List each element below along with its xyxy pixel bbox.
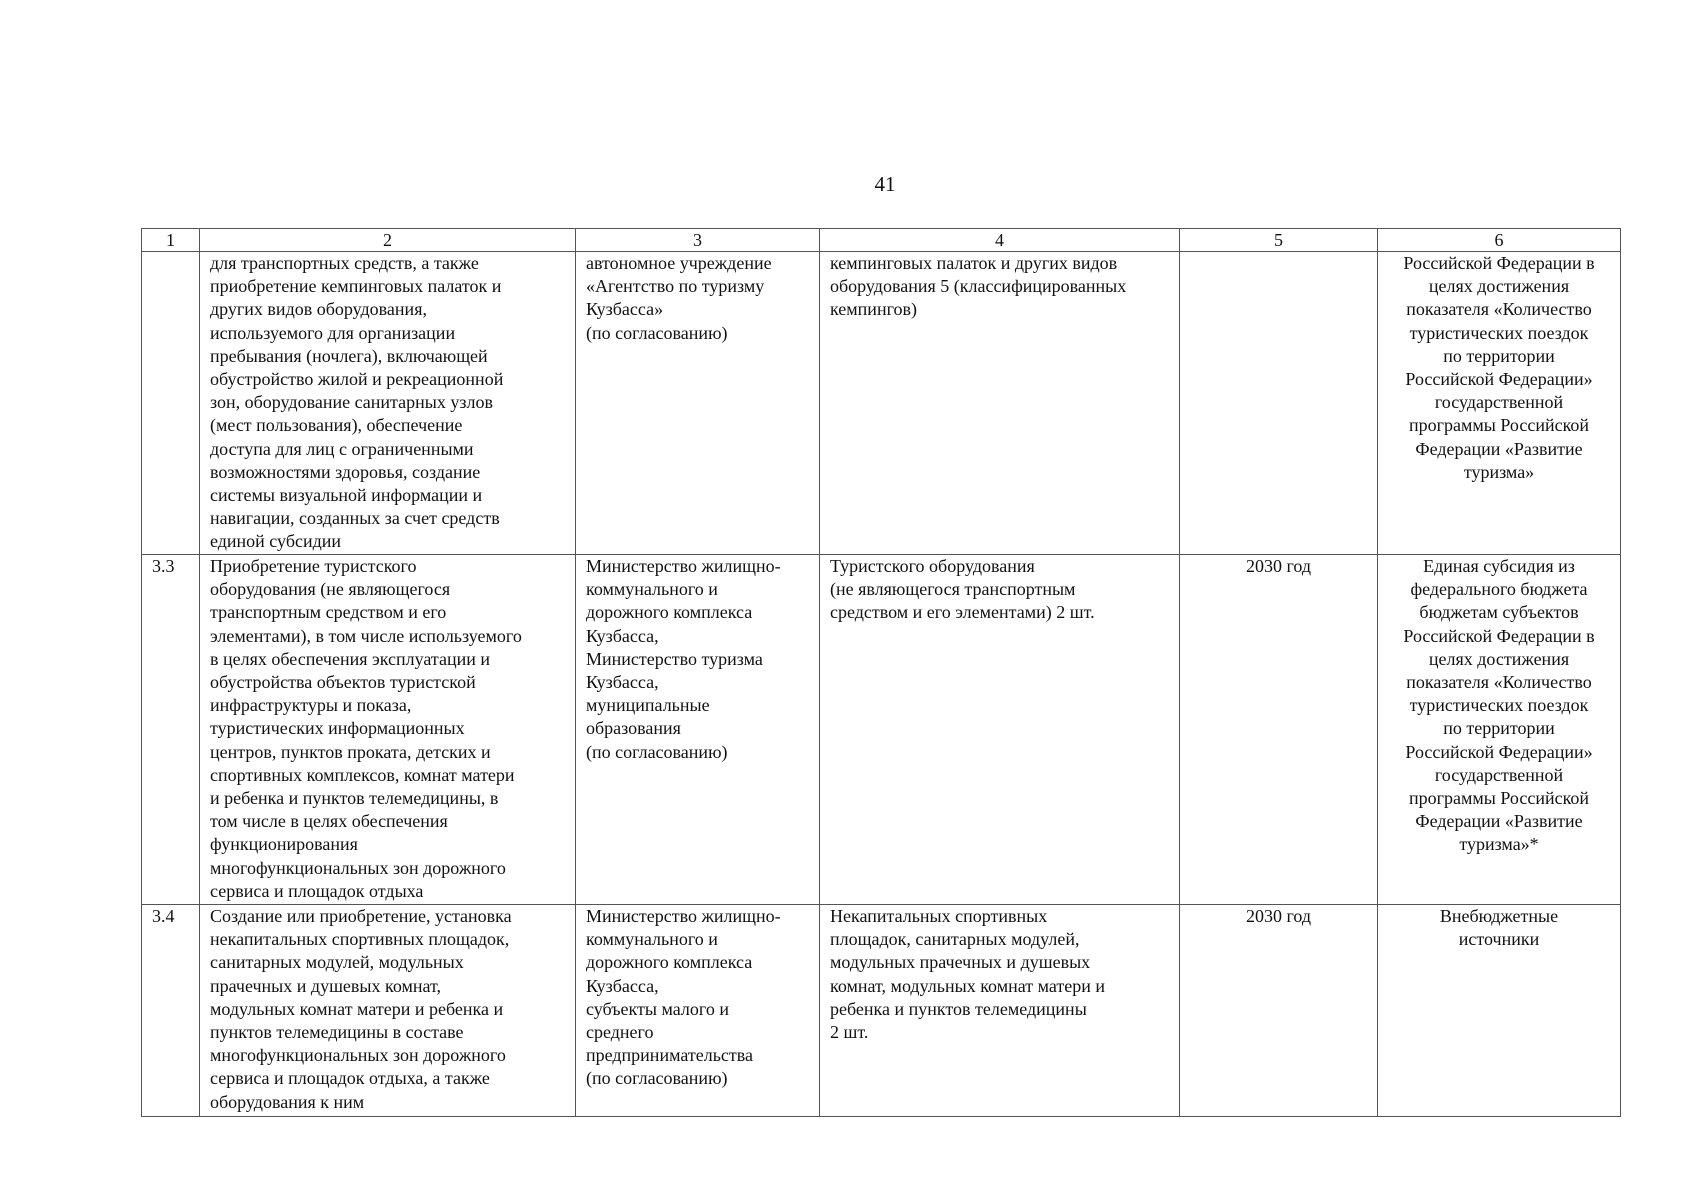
year-cell: 2030 год [1180, 905, 1378, 1117]
column-header: 1 [142, 229, 200, 252]
table-header-row [142, 229, 1621, 252]
measure-cell: Создание или приобретение, установка некапитальных спортивных площадок, санитарных модулей, модульных прачечных и душевых комнат, модульных комнат матери и ребенка и пунктов телемедицины в составе многофункциональных зон дорожного сервиса и площадок отдыха, а также оборудования к ним [200, 905, 576, 1117]
row-number-cell [142, 252, 200, 555]
column-header: 5 [1180, 229, 1378, 252]
year-cell: 2030 год [1180, 555, 1378, 905]
measure-cell: Приобретение туристского оборудования (не являющегося транспортным средством и его элементами), в том числе используемого в целях обеспечения эксплуатации и обустройства объектов туристской инфраструктуры и показа, туристических информационных центров, пунктов проката, детских и спортивных комплексов, комнат матери и ребенка и пунктов телемедицины, в том числе в целях обеспечения функционирования многофункциональных зон дорожного сервиса и площадок отдыха [200, 555, 576, 905]
table-row [142, 905, 1621, 1117]
table-row [142, 555, 1621, 905]
row-number-cell: 3.4 [142, 905, 200, 1117]
page-number: 41 [874, 172, 896, 196]
result-cell: Туристского оборудования (не являющегося транспортным средством и его элементами) 2 шт. [820, 555, 1180, 905]
executor-cell: Министерство жилищно- коммунального и дорожного комплекса Кузбасса, субъекты малого и среднего предпринимательства (по согласованию) [576, 905, 820, 1117]
result-cell: Некапитальных спортивных площадок, санитарных модулей, модульных прачечных и душевых комнат, модульных комнат матери и ребенка и пунктов телемедицины 2 шт. [820, 905, 1180, 1117]
result-cell: кемпинговых палаток и других видов оборудования 5 (классифицированных кемпингов) [820, 252, 1180, 555]
column-header: 4 [820, 229, 1180, 252]
column-header: 2 [200, 229, 576, 252]
column-header: 6 [1378, 229, 1621, 252]
funding-source-cell: Внебюджетные источники [1378, 905, 1621, 1117]
table-row [142, 252, 1621, 555]
row-number-cell: 3.3 [142, 555, 200, 905]
executor-cell: Министерство жилищно- коммунального и дорожного комплекса Кузбасса, Министерство туризма Кузбасса, муниципальные образования (по согласованию) [576, 555, 820, 905]
measures-table [141, 228, 1621, 1117]
funding-source-cell: Российской Федерации в целях достижения показателя «Количество туристических поездок по территории Российской Федерации» государственной программы Российской Федерации «Развитие туризма» [1378, 252, 1621, 555]
year-cell [1180, 252, 1378, 555]
measure-cell: для транспортных средств, а также приобретение кемпинговых палаток и других видов оборудования, используемого для организации пребывания (ночлега), включающей обустройство жилой и рекреационной зон, оборудование санитарных узлов (мест пользования), обеспечение доступа для лиц с ограниченными возможностями здоровья, создание системы визуальной информации и навигации, созданных за счет средств единой субсидии [200, 252, 576, 555]
funding-source-cell: Единая субсидия из федерального бюджета бюджетам субъектов Российской Федерации в целях достижения показателя «Количество туристических поездок по территории Российской Федерации» государственной программы Российской Федерации «Развитие туризма»* [1378, 555, 1621, 905]
column-header: 3 [576, 229, 820, 252]
executor-cell: автономное учреждение «Агентство по туризму Кузбасса» (по согласованию) [576, 252, 820, 555]
